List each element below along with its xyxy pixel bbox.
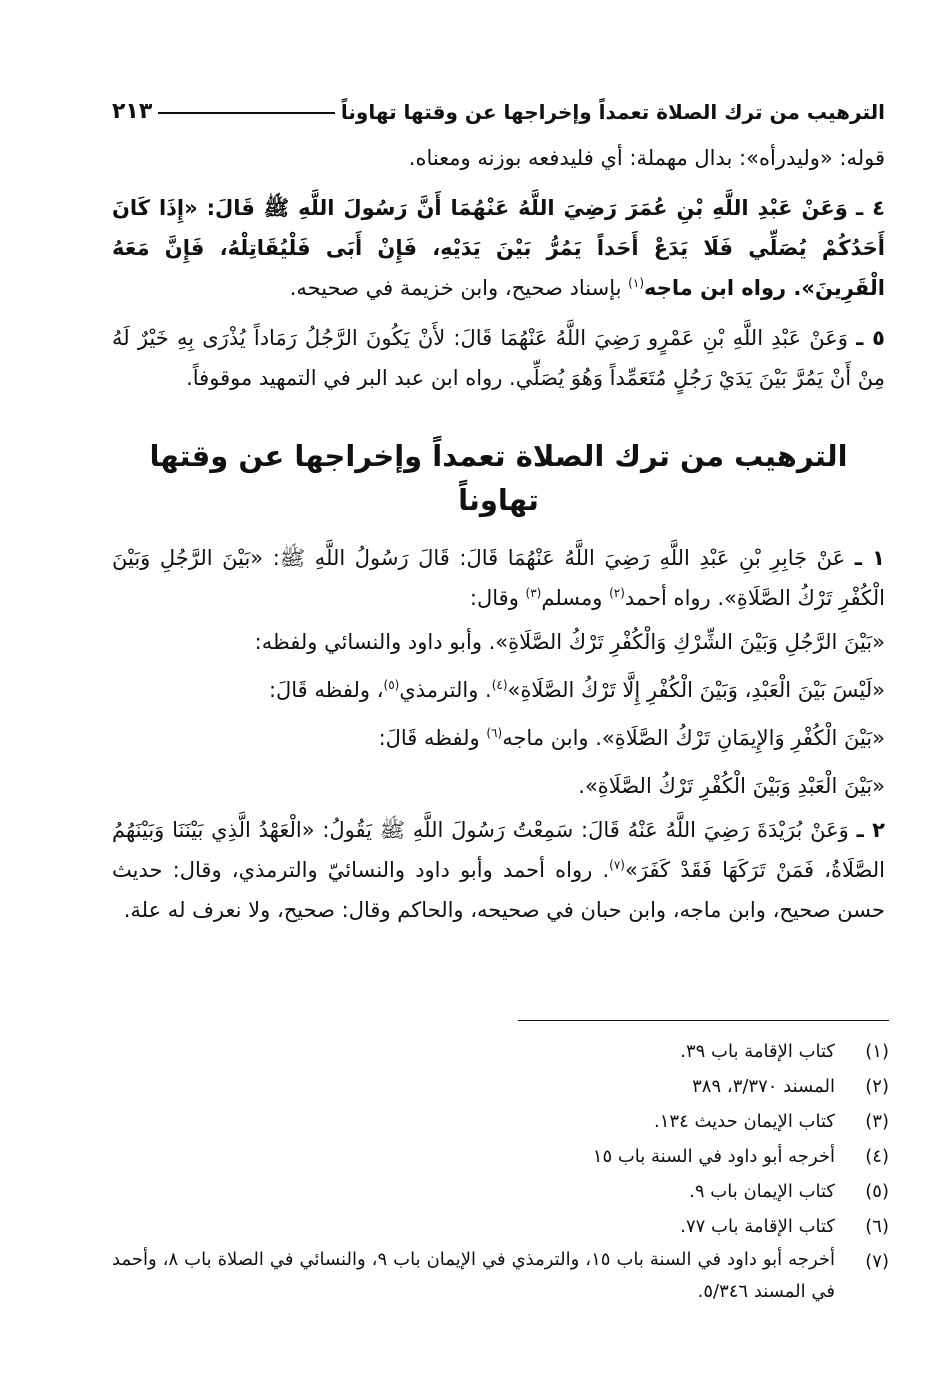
- footnote-text: كتاب الإيمان حديث ١٣٤.: [654, 1111, 835, 1132]
- note-text: قوله: «وليدرأه»: بدال مهملة: أي فليدفعه بوزنه ومعناه.: [408, 146, 885, 170]
- variant-text: «بَيْنَ الرَّجُلِ وَبَيْنَ الشِّرْكِ وَالْكُفْرِ تَرْكُ الصَّلَاةِ». وأبو داود والنسائي ولفظه:: [254, 630, 885, 654]
- variant-text: ، ولفظه قَالَ:: [268, 678, 384, 702]
- variant-text: ولفظه قَالَ:: [378, 726, 487, 750]
- running-head-rule: [158, 112, 335, 114]
- page-number: ٢١٣: [112, 99, 153, 124]
- footnote-ref[interactable]: (٣): [525, 586, 542, 600]
- footnote-number: (٦): [865, 1216, 889, 1237]
- note-paragraph: [112, 138, 885, 178]
- footnote-number: (٤): [865, 1146, 889, 1167]
- footnote-text: كتاب الإقامة باب ٧٧.: [680, 1216, 835, 1237]
- footnote-text: أخرجه أبو داود في السنة باب ١٥: [592, 1146, 835, 1167]
- running-head: [112, 92, 885, 124]
- footnote-text: كتاب الإيمان باب ٩.: [689, 1181, 835, 1202]
- footnote-number: (٢): [865, 1076, 889, 1097]
- hadith-number: ٢ ـ: [856, 818, 885, 842]
- hadith-source: بإسناد صحيح، وابن خزيمة في صحيحه.: [289, 276, 629, 300]
- hadith-number: ٤ ـ: [856, 196, 885, 220]
- footnote-ref[interactable]: (٧): [609, 858, 625, 872]
- hadith-4: [112, 188, 885, 308]
- footnote-number: (٧): [865, 1251, 889, 1272]
- footnote-item: [112, 1104, 889, 1139]
- variant-line: [112, 618, 885, 666]
- hadith-5: [112, 318, 885, 398]
- variant-text: «لَيْسَ بَيْنَ الْعَبْدِ، وَبَيْنَ الْكُفْرِ إِلَّا تَرْكُ الصَّلَاةِ»: [507, 678, 885, 702]
- hadith-number: ٥ ـ: [856, 326, 885, 350]
- footnote-ref[interactable]: (١): [628, 276, 644, 290]
- variant-text: «بَيْنَ الْعَبْدِ وَبَيْنَ الْكُفْرِ تَرْكُ الصَّلَاةِ».: [578, 774, 885, 798]
- variant-text: «بَيْنَ الْكُفْرِ وَالإِيمَانِ تَرْكُ الصَّلَاةِ». وابن ماجه: [502, 726, 885, 750]
- footnote-ref[interactable]: (٤): [491, 678, 508, 692]
- footnotes: [112, 1034, 889, 1308]
- hadith-text: وَعَنْ عَبْدِ اللَّهِ بْنِ عَمْرٍو رَضِيَ اللَّهُ عَنْهُمَا قَالَ: لأَنْ يَكُونَ الرَّجُلُ رَمَاداً يُذْرَى بِهِ خَيْرٌ لَهُ مِنْ أَنْ يَمُرَّ بَيْنَ يَدَيْ رَجُلٍ مُتَعَمِّداً وَهُوَ يُصَلِّي. رواه ابن عبد البر في التمهيد موقوفاً.: [112, 326, 885, 390]
- footnote-text: أخرجه أبو داود في السنة باب ١٥، والترمذي في الإيمان باب ٩، والنسائي في الصلاة باب ٨، وأحمد في المسند ٥/٣٤٦.: [112, 1249, 835, 1302]
- hadith-s1: [112, 538, 885, 618]
- footnote-item: [112, 1244, 889, 1308]
- hadith-source: . رواه أحمد وأبو داود والنسائيّ والترمذي، وقال: حديث حسن صحيح، وابن ماجه، وابن حبان في صحيحه، والحاكم وقال: صحيح، ولا نعرف له علة.: [112, 858, 885, 922]
- source-text: ومسلم: [541, 586, 610, 610]
- main-text: [112, 138, 885, 930]
- footnote-number: (٣): [865, 1111, 889, 1132]
- footnote-item: [112, 1209, 889, 1244]
- footnote-number: (١): [865, 1041, 889, 1062]
- running-head-title: الترهيب من ترك الصلاة تعمداً وإخراجها عن وقتها تهاوناً: [340, 100, 885, 124]
- variant-text: . والترمذي: [399, 678, 492, 702]
- footnote-ref[interactable]: (٢): [609, 586, 625, 600]
- footnote-item: [112, 1174, 889, 1209]
- hadith-number: ١ ـ: [854, 546, 885, 570]
- footnote-ref[interactable]: (٦): [486, 726, 503, 740]
- footnote-divider: [518, 1020, 889, 1021]
- footnote-item: [112, 1034, 889, 1069]
- source-text: وقال:: [469, 586, 526, 610]
- hadith-text: وَعَنْ عَبْدِ اللَّهِ بْنِ عُمَرَ رَضِيَ اللَّهُ عَنْهُمَا أَنَّ رَسُولَ اللَّهِ ﷺ قَالَ: «إِذَا كَانَ أَحَدُكُمْ يُصَلِّي فَلَا يَدَعْ أَحَداً يَمُرُّ بَيْنَ يَدَيْهِ، فَإِنْ أَبَى فَلْيُقَاتِلْهُ، فَإِنَّ مَعَهُ الْقَرِينَ». رواه ابن ماجه: [112, 196, 885, 300]
- footnote-item: [112, 1069, 889, 1104]
- footnote-item: [112, 1139, 889, 1174]
- variant-line: [112, 666, 885, 714]
- footnote-ref[interactable]: (٥): [383, 678, 400, 692]
- footnote-number: (٥): [865, 1181, 889, 1202]
- hadith-s2: [112, 810, 885, 930]
- hadith-text: وَعَنْ بُرَيْدَةَ رَضِيَ اللَّهُ عَنْهُ قَالَ: سَمِعْتُ رَسُولَ اللَّهِ ﷺ يَقُولُ: «الْعَهْدُ الَّذِي بَيْنَنَا وَبَيْنَهُمُ الصَّلَاةُ، فَمَنْ تَرَكَهَا فَقَدْ كَفَرَ»: [112, 818, 885, 882]
- section-title: الترهيب من ترك الصلاة تعمداً وإخراجها عن وقتها تهاوناً: [149, 439, 848, 517]
- hadith-text: عَنْ جَابِرِ بْنِ عَبْدِ اللَّهِ رَضِيَ اللَّهُ عَنْهُمَا قَالَ: قَالَ رَسُولُ اللَّهِ ﷺ: «بَيْنَ الرَّجُلِ وَبَيْنَ الْكُفْرِ تَرْكُ الصَّلَاةِ». رواه أحمد: [112, 546, 885, 610]
- variant-line: [112, 714, 885, 762]
- footnote-text: كتاب الإقامة باب ٣٩.: [680, 1041, 835, 1062]
- variant-line: [112, 762, 885, 810]
- footnote-text: المسند ٣/٣٧٠، ٣٨٩: [692, 1076, 835, 1097]
